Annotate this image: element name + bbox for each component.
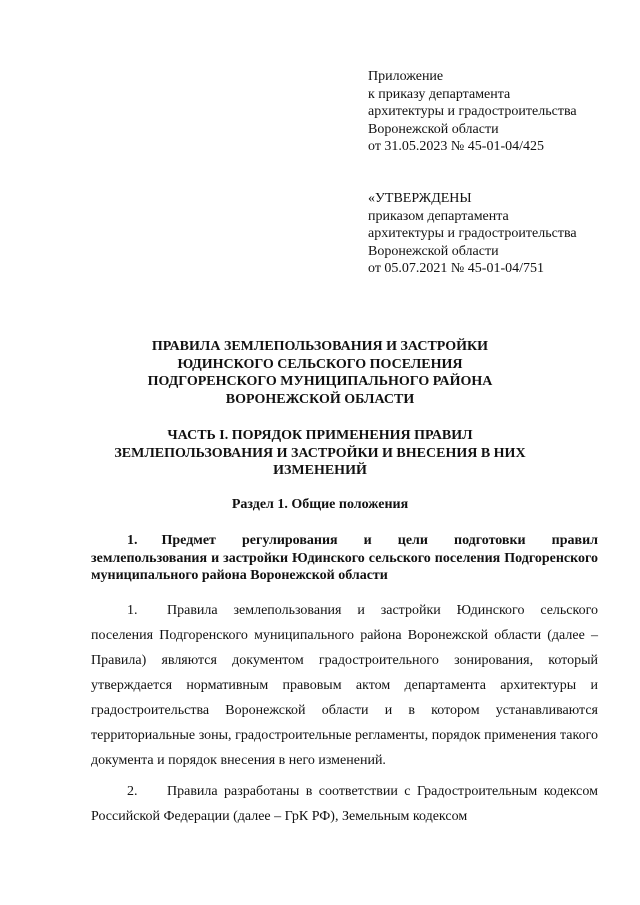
part-title [90,427,550,480]
approval-line: «УТВЕРЖДЕНЫ [368,191,472,206]
paragraph-number: 1. [127,603,138,618]
title-line: ПОДГОРЕНСКОГО МУНИЦИПАЛЬНОГО РАЙОНА [147,374,493,389]
paragraph-number: 2. [127,784,138,799]
article-heading-text: Предмет регулирования и цели подготовки правил землепользования и застройки Юдинского сельского поселения Подгоренского муниципального района Воронежской области [91,533,598,583]
title-line: ВОРОНЕЖСКОЙ ОБЛАСТИ [225,391,415,407]
approval-line: архитектуры и градостроительства [368,226,577,241]
article-heading [91,532,598,585]
approval-block [368,190,618,278]
section-title: Раздел 1. Общие положения [231,497,409,512]
part-title-line: ИЗМЕНЕНИЙ [273,463,367,478]
appendix-block [368,68,618,156]
appendix-line: к приказу департамента [368,86,511,102]
approval-line: Воронежской области [368,243,499,259]
appendix-line: Воронежской области [368,121,499,137]
title-line: ПРАВИЛА ЗЕМЛЕПОЛЬЗОВАНИЯ И ЗАСТРОЙКИ [151,339,489,354]
part-title-line: ЧАСТЬ I. ПОРЯДОК ПРИМЕНЕНИЯ ПРАВИЛ [167,428,473,443]
approval-line: от 05.07.2021 № 45-01-04/751 [368,261,545,276]
appendix-line: архитектуры и градостроительства [368,104,577,119]
paragraph-text: Правила землепользования и застройки Юдинского сельского поселения Подгоренского муниципального района Воронежской области (далее – Правила) являются документом градостроительного зонирования, который утверждается нормативным правовым актом департамента архитектуры и градостроительства Воронежской области и в котором устанавливаются территориальные зоны, градостроительные регламенты, порядок применения такого документа и порядок внесения в него изменений. [91,603,598,768]
appendix-line: от 31.05.2023 № 45-01-04/425 [368,139,545,154]
paragraph [91,779,598,829]
paragraph [91,598,598,773]
document-title [90,338,550,408]
paragraph-text: Правила разработаны в соответствии с Градостроительным кодексом Российской Федерации (далее – ГрК РФ), Земельным кодексом [91,784,598,824]
appendix-line: Приложение [368,69,444,84]
title-line: ЮДИНСКОГО СЕЛЬСКОГО ПОСЕЛЕНИЯ [177,356,463,372]
approval-line: приказом департамента [368,208,509,224]
part-title-line: ЗЕМЛЕПОЛЬЗОВАНИЯ И ЗАСТРОЙКИ И ВНЕСЕНИЯ В НИХ [114,445,526,461]
article-number: 1. [127,533,138,548]
